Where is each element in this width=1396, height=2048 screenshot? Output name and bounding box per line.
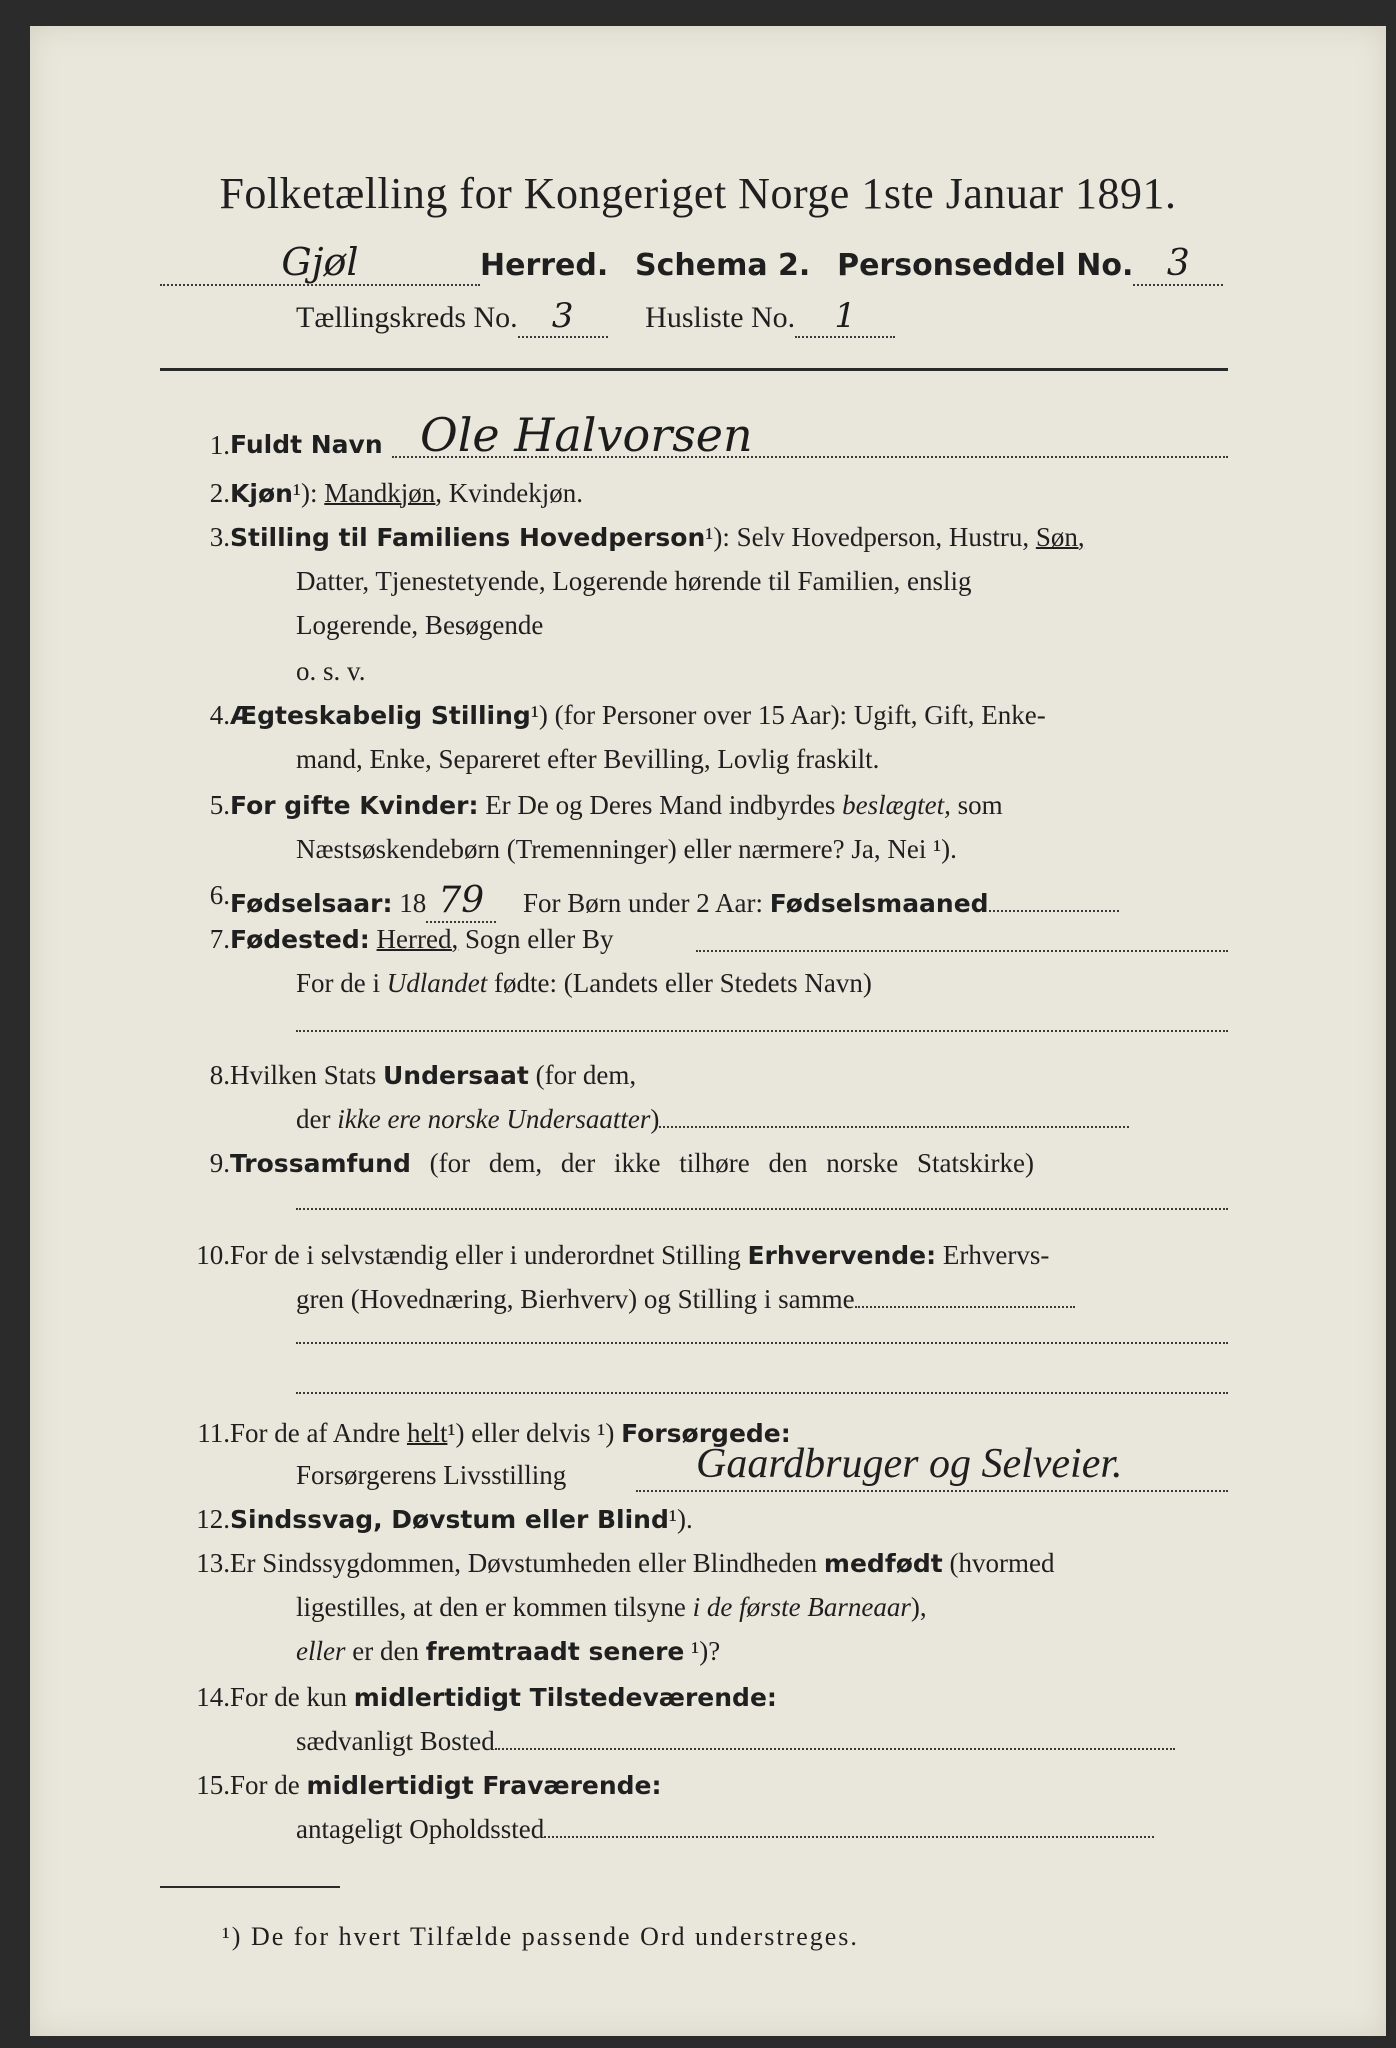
q3-label: Stilling til Familiens Hovedperson <box>230 523 706 552</box>
q2-label: Kjøn <box>230 479 293 508</box>
q10-text-b: gren (Hovednæring, Bierhverv) og Stilling i samme <box>296 1284 855 1314</box>
husliste-value: 1 <box>795 296 895 338</box>
q13-label-c: fremtraadt senere <box>425 1637 685 1666</box>
q2-option-male: Mandkjøn, <box>324 478 443 508</box>
form-title: Folketælling for Kongeriget Norge 1ste Januar 1891. <box>219 169 1177 218</box>
q3-options-b: Datter, Tjenestetyende, Logerende hørende til Familien, enslig <box>296 566 972 596</box>
kreds-label: Tællingskreds No. <box>296 301 518 334</box>
q9-number: 9. <box>209 1148 230 1178</box>
q7-row-b <box>296 968 872 999</box>
q7-blank-line <box>296 1030 1228 1032</box>
q3-number: 3. <box>209 522 230 552</box>
q8-text-b1: der <box>296 1104 331 1134</box>
q13-text-c2: ¹)? <box>691 1636 721 1666</box>
herred-value: Gjøl <box>160 240 480 286</box>
q6-number: 6. <box>209 880 230 910</box>
q3-options-a: Selv Hovedperson, Hustru, <box>736 522 1030 552</box>
q12-sup: ¹). <box>668 1504 693 1534</box>
q5-number: 5. <box>209 790 230 820</box>
q1-number: 1. <box>209 430 230 460</box>
q14-number: 14. <box>196 1682 230 1712</box>
q9-blank-line <box>296 1208 1228 1210</box>
q11-row-b <box>296 1460 566 1491</box>
schema-label: Schema 2. <box>635 248 811 283</box>
q13-text-c-italic: eller <box>296 1636 346 1666</box>
q2-sup: ¹): <box>292 478 318 508</box>
q11-label: Forsørgede: <box>621 1419 791 1448</box>
q11-text-a: For de af Andre <box>230 1418 401 1448</box>
q15-row-b <box>296 1814 1154 1845</box>
q6-month-dotted <box>989 910 1119 912</box>
q8-dotted-line <box>659 1126 1129 1128</box>
q3-options-d: o. s. v. <box>296 656 366 686</box>
q1-name-value: Ole Halvorsen <box>420 408 753 462</box>
q10-number: 10. <box>196 1240 230 1270</box>
q7-label: Fødested: <box>230 925 370 954</box>
q7-text-b1: For de i <box>296 968 380 998</box>
q11-dotted-line <box>636 1490 1228 1492</box>
q4-label: Ægteskabelig Stilling <box>230 701 531 730</box>
q10-text-a2: Erhvervs- <box>942 1240 1050 1270</box>
husliste-label: Husliste No. <box>645 301 796 334</box>
q3-options-c: Logerende, Besøgende <box>296 610 544 640</box>
q10-blank-line-2 <box>296 1392 1228 1394</box>
q11-number: 11. <box>197 1418 230 1448</box>
q6-month-label: Fødselsmaaned <box>769 889 989 918</box>
q4-number: 4. <box>209 700 230 730</box>
footnote-rule <box>160 1886 340 1888</box>
q7-text-italic: Udlandet <box>386 968 488 998</box>
q14-text-b: sædvanligt Bosted <box>296 1726 495 1756</box>
q15-text-a: For de <box>230 1770 300 1800</box>
q13-label: medfødt <box>823 1549 943 1578</box>
kreds-value: 3 <box>518 296 608 338</box>
q5-label: For gifte Kvinder: <box>230 791 479 820</box>
q7-text-b2: fødte: (Landets eller Stedets Navn) <box>494 968 872 998</box>
q6-year-prefix: 18 <box>399 888 427 918</box>
q12-number: 12. <box>196 1504 230 1534</box>
q15-label: midlertidigt Fraværende: <box>306 1771 662 1800</box>
q5-text-italic: beslægtet, <box>842 790 951 820</box>
q11-occupation-value: Gaardbruger og Selveier. <box>696 1441 1123 1487</box>
q14-dotted-line <box>495 1748 1175 1750</box>
q15-number: 15. <box>196 1770 230 1800</box>
q4-text-a: ¹) (for Personer over 15 Aar): Ugift, Gift, Enke- <box>530 700 1046 730</box>
q14-label: midlertidigt Tilstedeværende: <box>353 1683 777 1712</box>
header-rule <box>160 368 1228 371</box>
q13-text-a2: (hvormed <box>949 1548 1055 1578</box>
q8-number: 8. <box>209 1060 230 1090</box>
q9-text-a: (for dem, der ikke tilhøre den norske Statskirke) <box>429 1148 1034 1178</box>
q5-text-b: Næstsøskendebørn (Tremenninger) eller nærmere? Ja, Nei ¹). <box>296 834 957 864</box>
q5-text-a2: som <box>957 790 1003 820</box>
q7-dotted-line <box>696 950 1228 952</box>
herred-label: Herred. <box>480 248 609 283</box>
q14-row-b <box>296 1726 1175 1757</box>
personseddel-value: 3 <box>1133 243 1223 286</box>
q11-text-a2: ¹) eller delvis ¹) <box>447 1418 615 1448</box>
q10-dotted-line <box>855 1306 1075 1308</box>
q14-text-a: For de kun <box>230 1682 347 1712</box>
q13-text-a: Er Sindssygdommen, Døvstumheden eller Blindheden <box>230 1548 818 1578</box>
q8-text-italic: ikke ere norske Undersaatter <box>337 1104 651 1134</box>
q13-row-c <box>296 1636 720 1667</box>
q1-dotted-line <box>392 456 1228 458</box>
q12-label: Sindssvag, Døvstum eller Blind <box>230 1505 669 1534</box>
q8-row-b: der ikke ere norske Undersaatter) <box>296 1104 1129 1135</box>
q10-text-a: For de i selvstændig eller i underordnet Stilling <box>230 1240 741 1270</box>
q3-option-son: Søn, <box>1035 522 1085 552</box>
q11-text-b: Forsørgerens Livsstilling <box>296 1460 567 1490</box>
q11-option-helt: helt <box>406 1418 448 1448</box>
q10-row-b <box>296 1284 1075 1315</box>
kreds-line <box>296 296 895 338</box>
q8-text-a: Hvilken Stats <box>230 1060 377 1090</box>
q13-number: 13. <box>196 1548 230 1578</box>
q2-number: 2. <box>209 478 230 508</box>
q7-option-herred: Herred, <box>376 924 459 954</box>
q2-option-female: Kvindekjøn. <box>448 478 584 508</box>
q7-text-a: Sogn eller By <box>464 924 614 954</box>
q15-dotted-line <box>544 1836 1154 1838</box>
q13-text-c1: er den <box>352 1636 419 1666</box>
q1-label: Fuldt Navn <box>230 430 383 459</box>
q8-text-a2: (for dem, <box>535 1060 637 1090</box>
q13-text-b1: ligestilles, at den er kommen tilsyne <box>296 1592 686 1622</box>
q4-text-b: mand, Enke, Separeret efter Bevilling, Lovlig fraskilt. <box>296 744 880 774</box>
q15-text-b: antageligt Opholdssted <box>296 1814 545 1844</box>
q10-blank-line-1 <box>296 1342 1228 1344</box>
q13-row-b: ligestilles, at den er kommen tilsyne i de første Barneaar), <box>296 1592 927 1622</box>
q9-label: Trossamfund <box>230 1149 411 1178</box>
q3-sup: ¹): <box>705 522 730 552</box>
personseddel-label: Personseddel No. <box>837 248 1134 283</box>
q13-text-italic: i de første Barneaar <box>692 1592 911 1622</box>
q10-label: Erhvervende: <box>747 1241 937 1270</box>
q8-label: Undersaat <box>383 1061 529 1090</box>
footnote: ¹) De for hvert Tilfælde passende Ord understreges. <box>222 1922 859 1951</box>
q5-text-a: Er De og Deres Mand indbyrdes <box>485 790 836 820</box>
herred-line <box>160 240 1223 286</box>
q7-number: 7. <box>209 924 230 954</box>
q6-text-b: For Børn under 2 Aar: <box>523 888 763 918</box>
q6-year-value: 79 <box>426 880 496 923</box>
q6-label: Fødselsaar: <box>230 889 393 918</box>
